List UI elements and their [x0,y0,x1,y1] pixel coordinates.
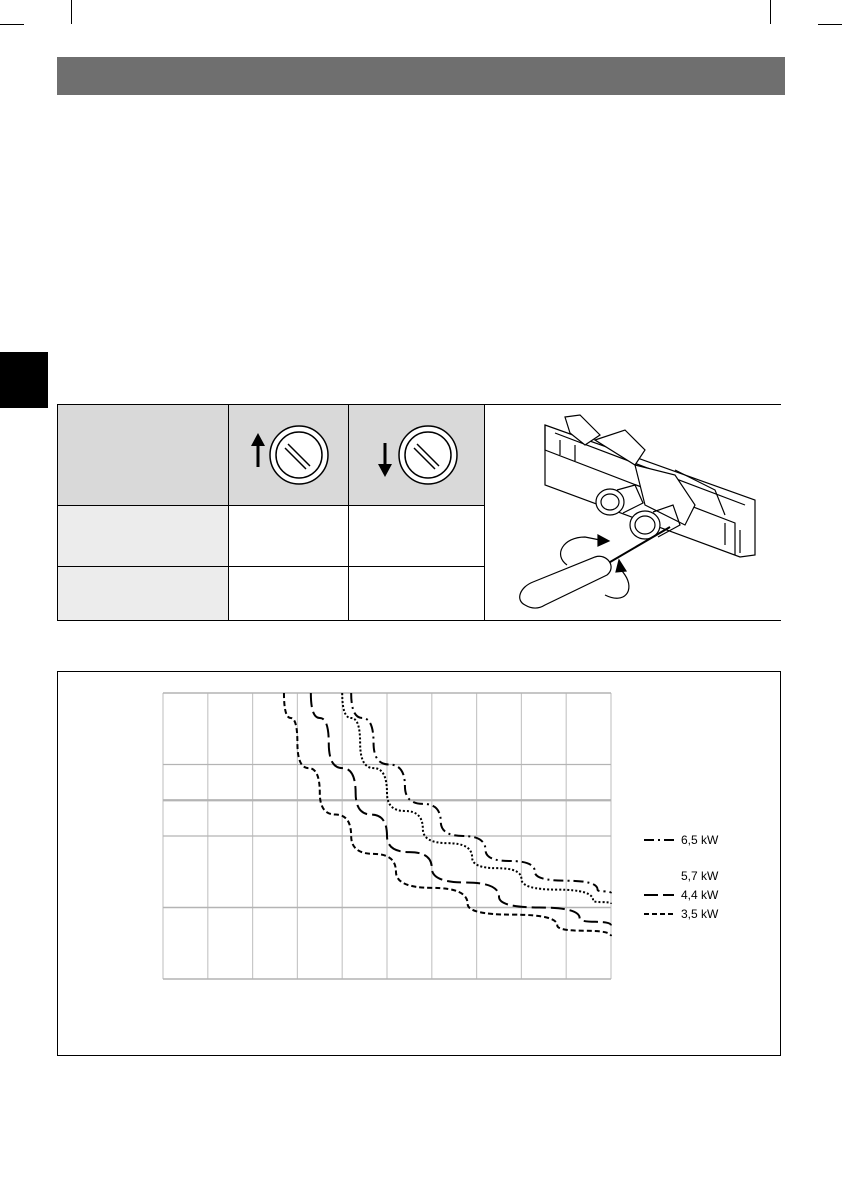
legend-label-1: 5,7 kW [681,869,719,883]
valve-screwdriver-illustration [485,405,781,620]
legend-label-0: 6,5 kW [681,833,719,847]
legend-label-2: 4,4 kW [681,888,719,902]
legend-label-3: 3,5 kW [681,907,719,921]
crop-mark-right-horizontal [818,24,842,25]
chart-frame [57,671,781,1056]
section-header-bar [57,57,785,95]
table-header-empty-cell [58,405,229,506]
series-line-3 [284,693,611,936]
table-cell-r1-c2 [349,506,485,567]
chapter-side-tab [0,352,48,408]
table-cell-r2-c2 [349,567,485,620]
table-row-label-1 [58,506,229,567]
table-cell-r1-c1 [229,506,349,567]
screw-turn-clockwise-icon [349,405,485,505]
table-cell-r2-c1 [229,567,349,620]
chart-legend [644,833,719,921]
screw-turn-counterclockwise-icon [229,405,349,505]
table-header-decrease-cell [349,405,485,506]
series-line-0 [351,693,611,893]
crop-mark-left-vertical [71,0,72,24]
adjustment-table [57,404,781,621]
illustration-cell [485,405,781,620]
table-row-label-2 [58,567,229,620]
table-header-increase-cell [229,405,349,506]
crop-mark-right-vertical [770,0,771,24]
flow-pressure-chart [58,672,780,1055]
crop-mark-left-horizontal [0,24,24,25]
chart-series [284,693,611,936]
